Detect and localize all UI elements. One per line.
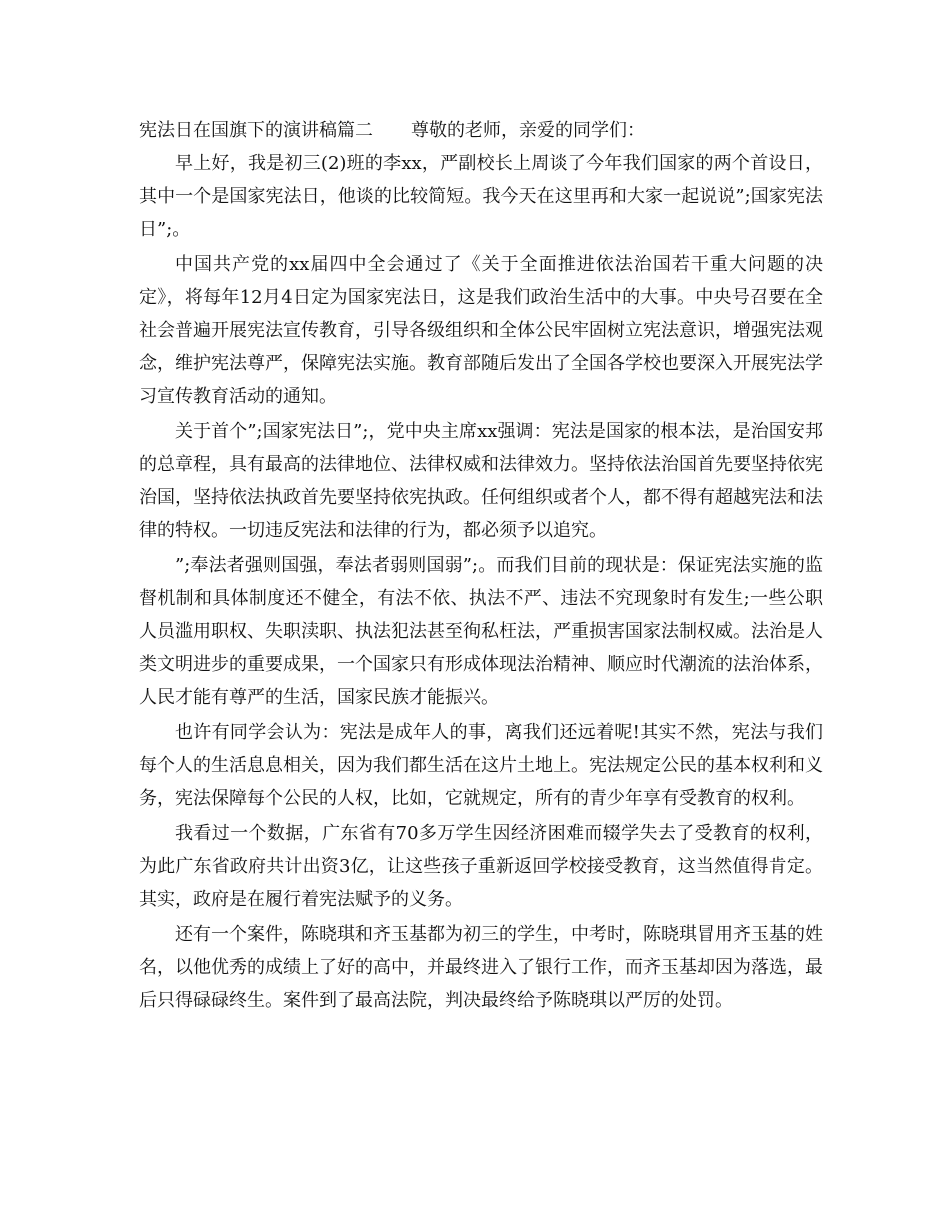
paragraph-6: 我看过一个数据，广东省有70多万学生因经济困难而辍学失去了受教育的权利，为此广东省政府共计出资3亿，让这些孩子重新返回学校接受教育，这当然值得肯定。其实，政府是在履行着宪法赋予的义务。 [139, 823, 823, 910]
paragraph-5: 也许有同学会认为：宪法是成年人的事，离我们还远着呢!其实不然，宪法与我们每个人的生活息息相关，因为我们都生活在这片土地上。宪法规定公民的基本权利和义务，宪法保障每个公民的人权，比如，它就规定，所有的青少年享有受教育的权利。 [139, 722, 823, 809]
paragraph-7: 还有一个案件，陈晓琪和齐玉基都为初三的学生，中考时，陈晓琪冒用齐玉基的姓名，以他优秀的成绩上了好的高中，并最终进入了银行工作，而齐玉基却因为落选，最后只得碌碌终生。案件到了最高法院，判决最终给予陈晓琪以严厉的处罚。 [139, 924, 823, 1011]
paragraph-2: 中国共产党的xx届四中全会通过了《关于全面推进依法治国若干重大问题的决定》，将每年12月4日定为国家宪法日，这是我们政治生活中的大事。中央号召要在全社会普遍开展宪法宣传教育，引导各级组织和全体公民牢固树立宪法意识，增强宪法观念，维护宪法尊严，保障宪法实施。教育部随后发出了全国各学校也要深入开展宪法学习宣传教育活动的通知。 [139, 254, 823, 407]
paragraph-3: 关于首个”;国家宪法日”;，党中央主席xx强调：宪法是国家的根本法，是治国安邦的总章程，具有最高的法律地位、法律权威和法律效力。坚持依法治国首先要坚持依宪治国，坚持依法执政首先要坚持依宪执政。任何组织或者个人，都不得有超越宪法和法律的特权。一切违反宪法和法律的行为，都必须予以追究。 [139, 421, 823, 541]
paragraph-1: 早上好，我是初三(2)班的李xx，严副校长上周谈了今年我们国家的两个首设日，其中一个是国家宪法日，他谈的比较简短。我今天在这里再和大家一起说说”;国家宪法日”;。 [139, 153, 823, 240]
document-body [139, 114, 823, 1019]
paragraph-4: ”;奉法者强则国强，奉法者弱则国弱”;。而我们目前的现状是：保证宪法实施的监督机制和具体制度还不健全，有法不依、执法不严、违法不究现象时有发生;一些公职人员滥用职权、失职渎职、执法犯法甚至徇私枉法，严重损害国家法制权威。法治是人类文明进步的重要成果，一个国家只有形成体现法治精神、顺应时代潮流的法治体系，人民才能有尊严的生活，国家民族才能振兴。 [139, 555, 823, 708]
title-line [139, 114, 823, 147]
salutation: 尊敬的老师，亲爱的同学们： [411, 120, 645, 141]
document-title: 宪法日在国旗下的演讲稿篇二 [139, 120, 373, 141]
